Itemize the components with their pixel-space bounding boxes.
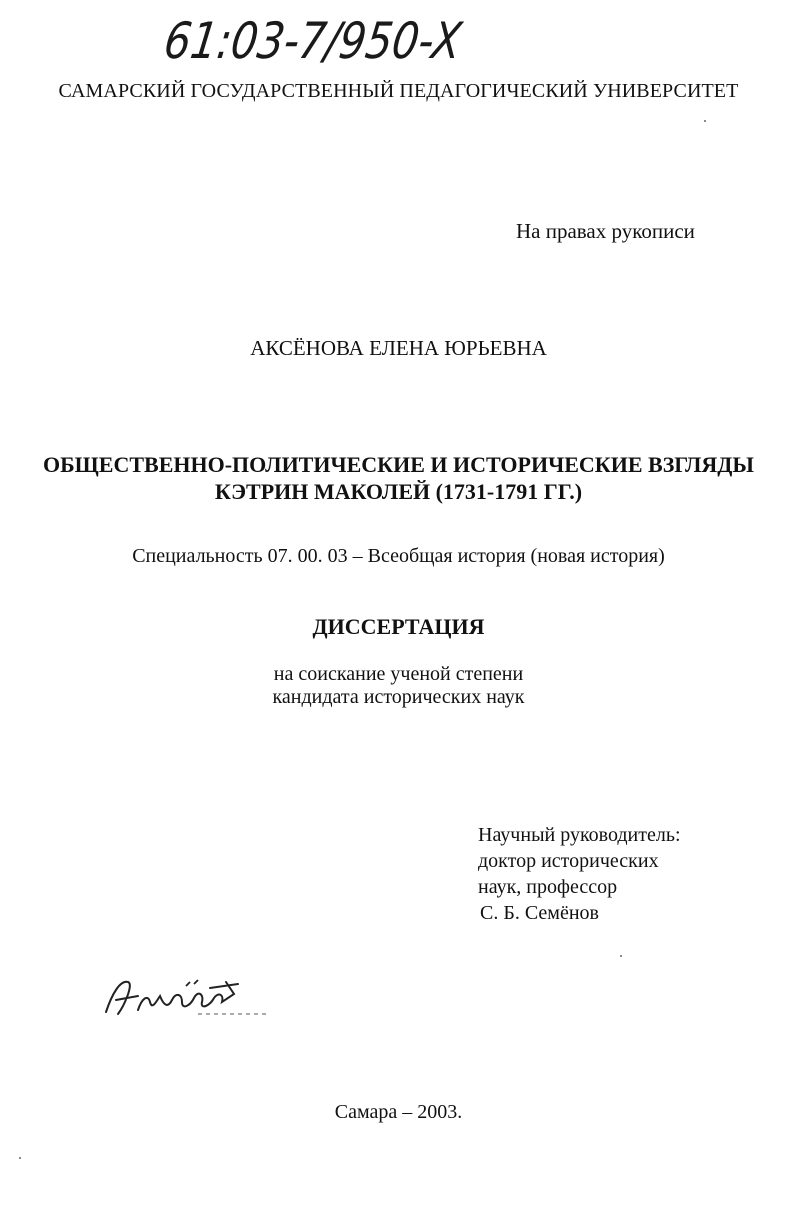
handwritten-catalog-code bbox=[160, 4, 526, 76]
advisor-name: С. Б. Семёнов bbox=[480, 902, 599, 924]
university-name: САМАРСКИЙ ГОСУДАРСТВЕННЫЙ ПЕДАГОГИЧЕСКИЙ УНИВЕРСИТЕТ bbox=[58, 80, 739, 102]
advisor-heading: Научный руководитель: bbox=[478, 824, 681, 846]
advisor-degree-line-1: доктор исторических bbox=[478, 850, 659, 872]
scan-speck bbox=[620, 955, 622, 957]
author-name: АКСЁНОВА ЕЛЕНА ЮРЬЕВНА bbox=[250, 336, 547, 360]
dissertation-title-line-2: КЭТРИН МАКОЛЕЙ (1731-1791 ГГ.) bbox=[214, 479, 583, 504]
specialty-line: Специальность 07. 00. 03 – Всеобщая история (новая история) bbox=[132, 545, 665, 567]
scientific-advisor-block bbox=[478, 822, 681, 926]
manuscript-rights-note: На правах рукописи bbox=[516, 219, 695, 243]
handwritten-code-text: 61:03-7/950-X bbox=[160, 11, 526, 70]
degree-purpose-line-1: на соискание ученой степени bbox=[273, 663, 524, 685]
degree-purpose-line-2: кандидата исторических наук bbox=[272, 686, 525, 708]
dissertation-title-line-1: ОБЩЕСТВЕННО-ПОЛИТИЧЕСКИЕ И ИСТОРИЧЕСКИЕ ВЗГЛЯДЫ bbox=[42, 452, 754, 477]
author-signature bbox=[98, 972, 278, 1024]
place-and-year: Самара – 2003. bbox=[334, 1101, 463, 1123]
document-type-heading: ДИССЕРТАЦИЯ bbox=[312, 614, 485, 639]
advisor-degree-line-2: наук, профессор bbox=[478, 876, 618, 898]
scan-speck bbox=[704, 120, 706, 122]
scan-speck bbox=[19, 1157, 21, 1159]
